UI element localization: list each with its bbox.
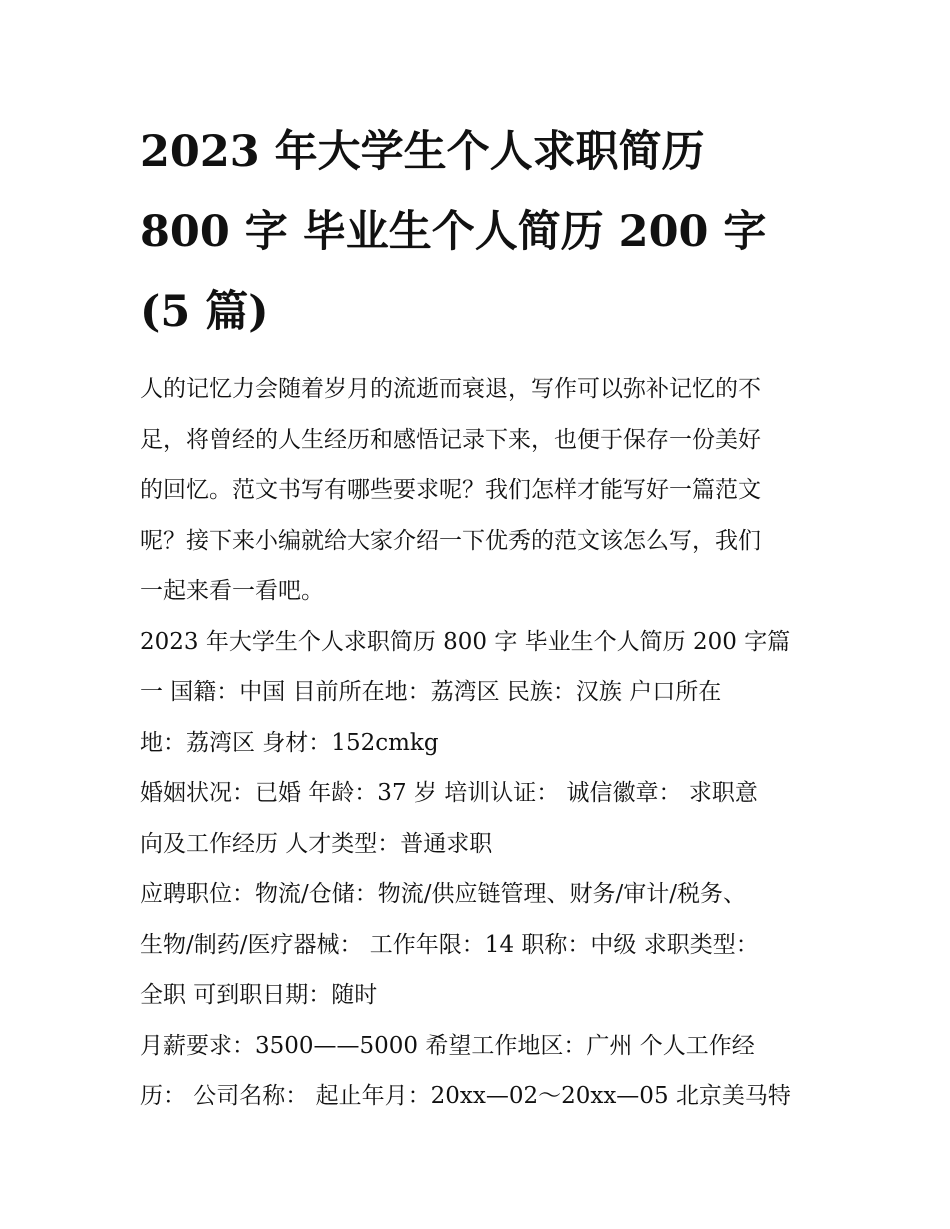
text-line: 2023 年大学生个人求职简历 800 字 毕业生个人简历 200 字篇: [140, 628, 791, 655]
text-line: 地：荔湾区 身材：152cmkg: [140, 729, 439, 756]
text-line: 一 国籍：中国 目前所在地：荔湾区 民族：汉族 户口所在: [140, 679, 722, 705]
intro-paragraph: [140, 364, 820, 617]
text-line: 婚姻状况：已婚 年龄：37 岁 培训认证： 诚信徽章： 求职意: [140, 780, 758, 806]
resume-body: [140, 617, 820, 1122]
title-line: 800 字 毕业生个人简历 200 字: [140, 207, 767, 257]
text-line: 全职 可到职日期：随时: [140, 982, 378, 1008]
text-line: 足，将曾经的人生经历和感悟记录下来，也便于保存一份美好: [140, 426, 761, 453]
text-line: 向及工作经历 人才类型：普通求职: [140, 830, 493, 857]
text-line: 月薪要求：3500——5000 希望工作地区：广州 个人工作经: [140, 1032, 755, 1059]
text-line: 应聘职位：物流/仓储：物流/供应链管理、财务/审计/税务、: [140, 881, 746, 907]
text-line: 的回忆。范文书写有哪些要求呢？我们怎样才能写好一篇范文: [140, 477, 761, 503]
title-line: 2023 年大学生个人求职简历: [140, 127, 705, 177]
document-page: [140, 112, 820, 1122]
text-line: 呢？接下来小编就给大家介绍一下优秀的范文该怎么写，我们: [140, 527, 761, 554]
text-line: 生物/制药/医疗器械： 工作年限：14 职称：中级 求职类型：: [140, 931, 759, 958]
title-line: (5 篇): [140, 287, 269, 337]
document-title: [140, 112, 820, 352]
text-line: 一起来看一看吧。: [140, 578, 324, 604]
text-line: 人的记忆力会随着岁月的流逝而衰退，写作可以弥补记忆的不: [140, 376, 761, 402]
text-line: 历： 公司名称： 起止年月：20xx—02～20xx—05 北京美马特: [140, 1083, 791, 1109]
